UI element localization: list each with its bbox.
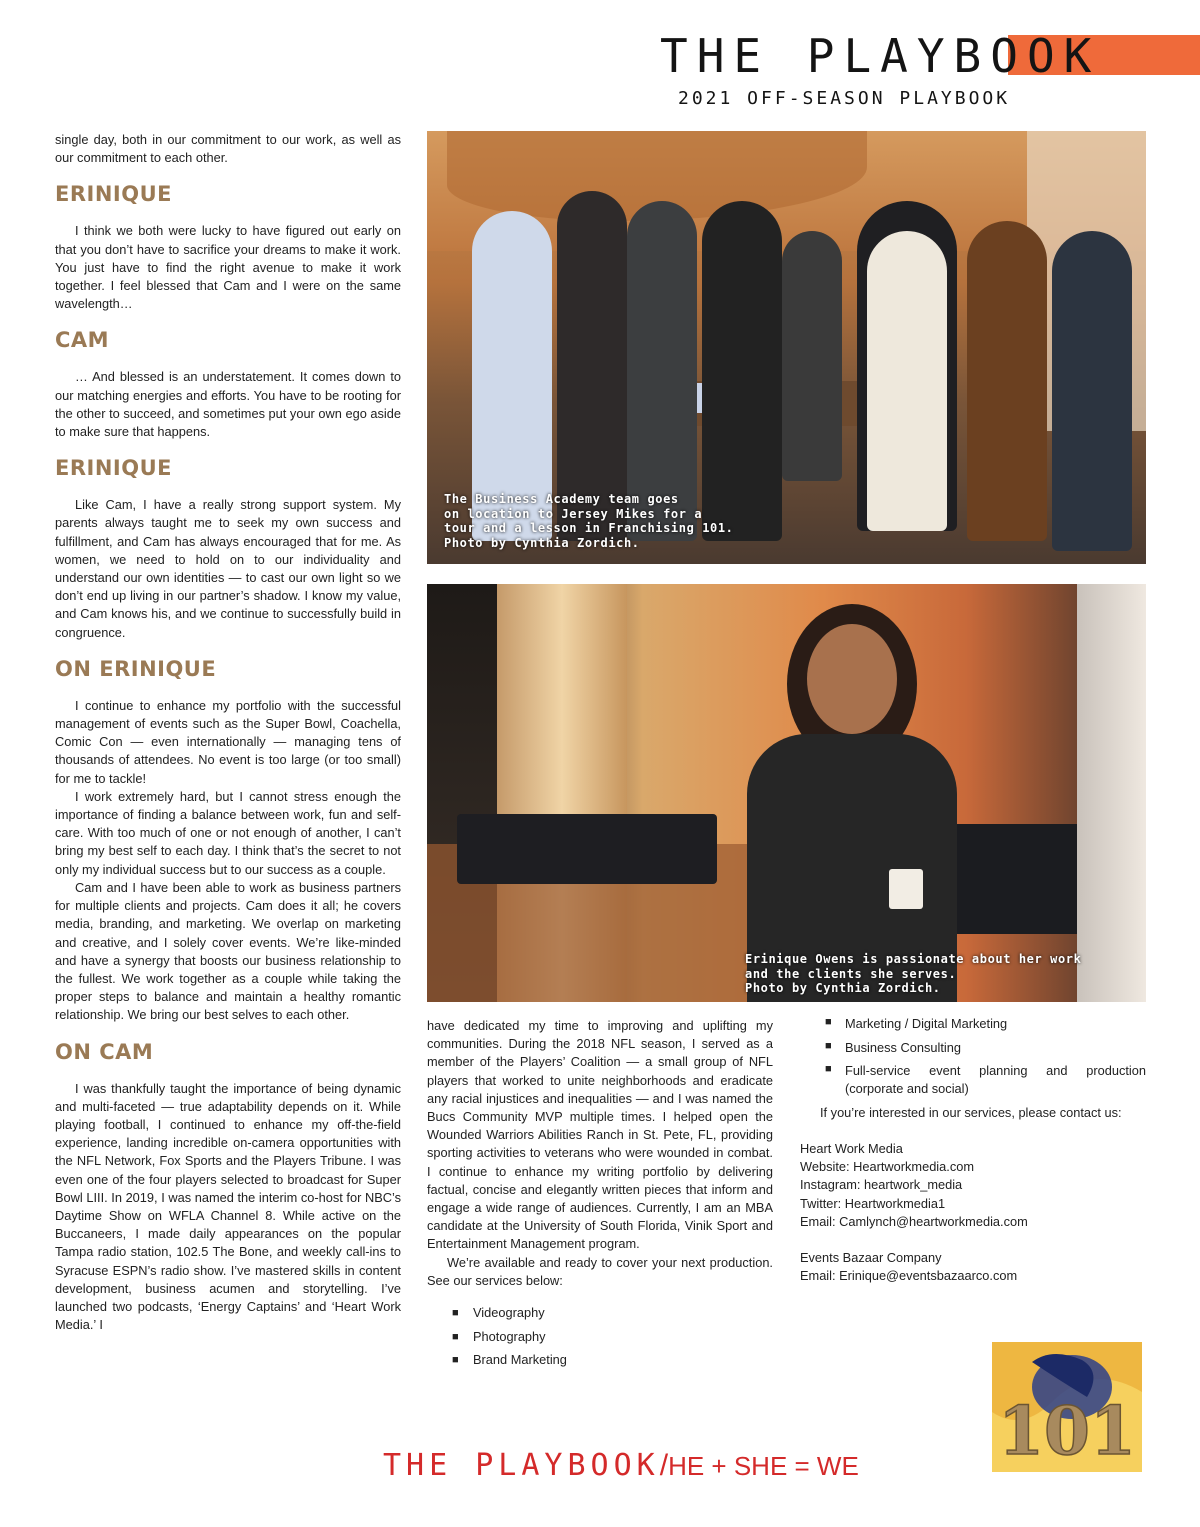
list-item: ■ Marketing / Digital Marketing — [800, 1015, 1146, 1033]
company-instagram[interactable]: Instagram: heartwork_media — [800, 1177, 963, 1193]
body-paragraph: Like Cam, I have a really strong support system. My parents always taught me to seek my own success and fulfillment, and Cam has always encouraged that for me. As women, we need to hold on to our individuality and understand our own identities — to cast our own light so we don’t end up living in our partner’s shadow. I know my value, and Cam knows his, and we continue to successfully build in congruence. — [55, 497, 401, 640]
bullet-icon: ■ — [825, 1039, 832, 1052]
middle-column — [427, 1017, 773, 1375]
company-email[interactable]: Email: Camlynch@heartworkmedia.com — [800, 1213, 1028, 1229]
section-heading-on-cam: ON CAM — [55, 1039, 154, 1064]
body-paragraph: I continue to enhance my portfolio with the successful management of events such as the Super Bowl, Coachella, Comic Con — even internationally — managing tens of thousands of attendees. No event is too large (or too small) for me to tackle! — [55, 697, 401, 786]
group-photo-caption — [444, 492, 734, 550]
left-column — [55, 131, 401, 1334]
caption-line: Photo by Cynthia Zordich. — [444, 535, 640, 550]
list-item: ■ Full-service event planning and production (corporate and social) — [800, 1062, 1146, 1098]
caption-line: on location to Jersey Mikes for a — [444, 506, 703, 521]
svg-text:101: 101 — [998, 1392, 1136, 1470]
company-name: Events Bazaar Company — [800, 1249, 942, 1265]
footer-brand: THE PLAYBOOK — [383, 1448, 660, 1483]
footer-slash: / — [659, 1449, 669, 1482]
portrait-photo — [427, 584, 1146, 1002]
body-paragraph: We’re available and ready to cover your next production. See our services below: — [427, 1254, 773, 1288]
group-photo — [427, 131, 1146, 564]
masthead-title: THE PLAYBOOK — [660, 29, 1101, 83]
contact-events-bazaar — [800, 1249, 1146, 1285]
section-heading-erinique-1: ERINIQUE — [55, 182, 172, 207]
section-heading-erinique-2: ERINIQUE — [55, 456, 172, 481]
services-list — [427, 1304, 773, 1370]
masthead-subtitle: 2021 OFF-SEASON PLAYBOOK — [678, 88, 1011, 109]
body-paragraph: … And blessed is an understatement. It comes down to our matching energies and efforts. You have to be rooting for the other to succeed, and sometimes put your own ego aside to make sure that happens. — [55, 369, 401, 440]
caption-line: tour and a lesson in Franchising 101. — [444, 521, 734, 535]
section-heading-cam: CAM — [55, 328, 110, 353]
company-email[interactable]: Email: Erinique@eventsbazaarco.com — [800, 1268, 1018, 1284]
list-item: ■ Videography — [427, 1304, 773, 1322]
masthead — [656, 29, 1200, 83]
bullet-icon: ■ — [452, 1354, 459, 1367]
business-academy-101-logo-icon — [992, 1342, 1142, 1472]
list-item: ■ Business Consulting — [800, 1039, 1146, 1057]
caption-line: and the clients she serves. — [745, 966, 957, 981]
right-column — [800, 1015, 1146, 1285]
caption-line: Photo by Cynthia Zordich. — [745, 981, 941, 995]
body-paragraph: Cam and I have been able to work as business partners for multiple clients and projects. Cam does it all; he covers media, branding, and marketing. We overlap on marketing and creative, and I solely cover events. We’re like-minded and have a synergy that boosts our business relationship to the fullest. We work together as a couple while taking the proper steps to balance and maintain a healthy romantic relationship. We bring our best selves to each other. — [55, 879, 401, 1023]
bullet-icon: ■ — [452, 1330, 459, 1343]
intro-paragraph: single day, both in our commitment to our work, as well as our commitment to each other. — [55, 132, 401, 166]
caption-line: Erinique Owens is passionate about her work — [745, 952, 1082, 966]
bullet-icon: ■ — [825, 1016, 832, 1028]
list-item: ■ Photography — [427, 1328, 773, 1346]
company-twitter[interactable]: Twitter: Heartworkmedia1 — [800, 1195, 946, 1211]
contact-heart-work-media — [800, 1140, 1146, 1231]
bullet-icon: ■ — [825, 1063, 832, 1075]
portrait-photo-caption — [745, 952, 1081, 996]
body-paragraph: I think we both were lucky to have figured out early on that you don’t have to sacrifice your dreams to make it work. You just have to find the right avenue to make it work together. I feel blessed that Cam and I were on the same wavelength… — [55, 223, 401, 312]
list-item: ■ Brand Marketing — [427, 1351, 773, 1369]
body-paragraph: I work extremely hard, but I cannot stress enough the importance of finding a balance between work, fun and self-care. With too much of one or not enough of another, I can’t bring my best self to each day. I think that’s the secret to not only my individual success but to our success as a couple. — [55, 788, 401, 877]
section-heading-on-erinique: ON ERINIQUE — [55, 656, 217, 681]
body-paragraph: I was thankfully taught the importance of being dynamic and multi-faceted — true adaptability depends on it. While playing football, I continued to enhance my off-the-field experience, landing incredible on-camera opportunities with the NFL Network, Fox Sports and the Players Tribune. I was even one of the four players selected to broadcast for Super Bowl LIII. In 2019, I was named the interim co-host for NBC’s Daytime Show on WFLA Channel 8. While active on the Buccaneers, I made daily appearances on the popular Tampa radio station, 102.5 The Bone, and weekly call-ins to Syracuse ESPN’s radio show. I’ve mastered skills in content development, business acumen and storytelling. I’ve launched two podcasts, ‘Energy Captains’ and ‘Heart Work Media.’ I — [55, 1080, 401, 1333]
footer — [383, 1448, 859, 1483]
contact-intro: If you’re interested in our services, please contact us: — [820, 1104, 1122, 1120]
footer-tagline: HE + SHE = WE — [668, 1451, 859, 1481]
company-website[interactable]: Website: Heartworkmedia.com — [800, 1159, 975, 1175]
company-name: Heart Work Media — [800, 1140, 903, 1156]
bullet-icon: ■ — [452, 1307, 459, 1320]
caption-line: The Business Academy team goes — [444, 492, 679, 506]
body-paragraph: have dedicated my time to improving and uplifting my communities. During the 2018 NFL season, I served as a member of the Players’ Coalition — a small group of NFL players that worked to unite neighborhoods and eradicate any racial injustices and inequalities — and I was named the Bucs Community MVP multiple times. I helped open the Wounded Warriors Abilities Ranch in St. Pete, FL, providing sporting activities to veterans who were wounded in combat. I continue to enhance my writing portfolio by delivering factual, concise and elegantly written pieces that inform and engage a wide range of audiences. Currently, I am an MBA candidate at the University of South Florida, Vinik Sport and Entertainment Management program. — [427, 1018, 773, 1252]
services-list-continued — [800, 1015, 1146, 1098]
